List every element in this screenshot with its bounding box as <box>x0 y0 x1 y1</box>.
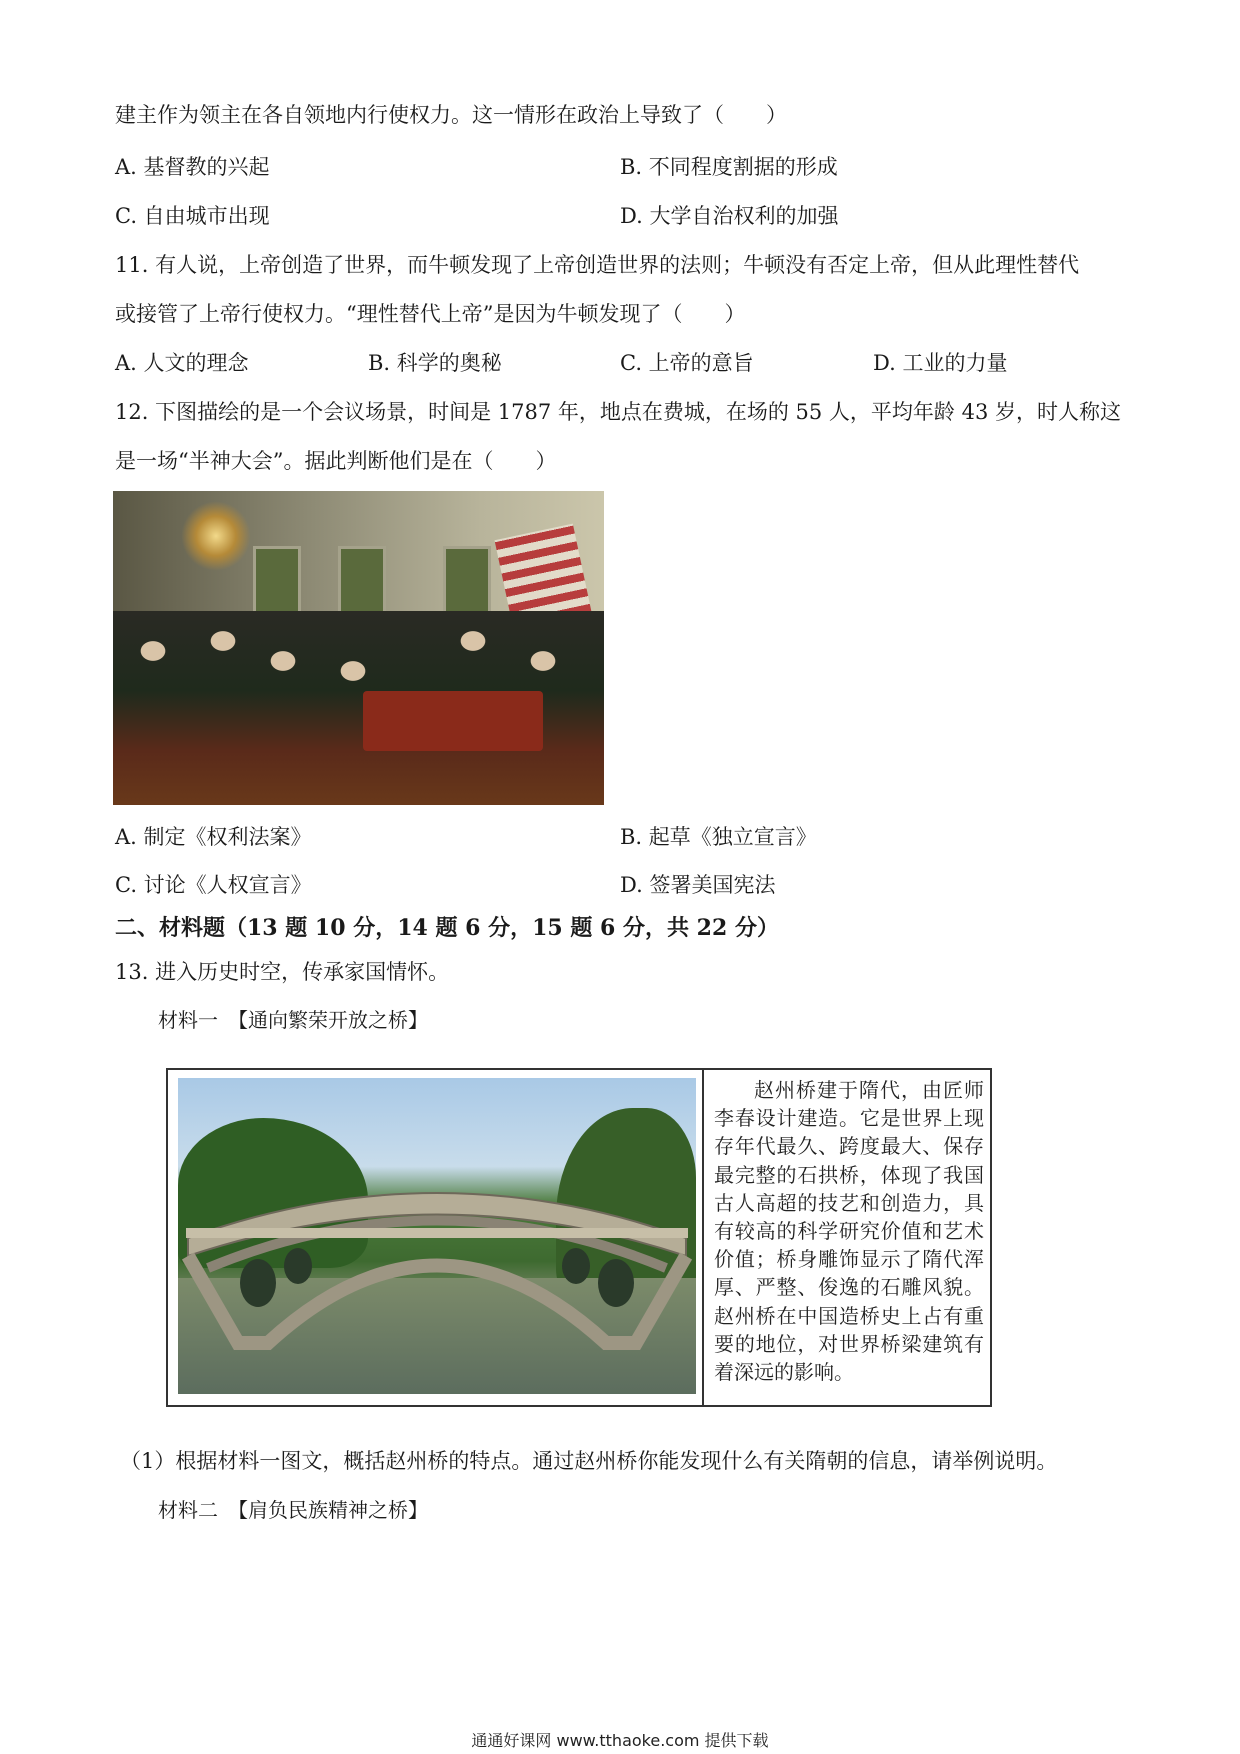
q11-option-a: A. 人文的理念 <box>115 351 249 375</box>
material2-label: 材料二 【肩负民族精神之桥】 <box>158 1498 428 1522</box>
q12-option-b: B. 起草《独立宣言》 <box>620 825 817 849</box>
constitutional-convention-painting <box>113 491 604 805</box>
chandelier-shape <box>181 501 251 571</box>
q11-stem-line1: 11. 有人说，上帝创造了世界，而牛顿发现了上帝创造世界的法则；牛顿没有否定上帝，但从此理性替代 <box>115 253 1080 277</box>
q11-stem-line2: 或接管了上帝行使权力。“理性替代上帝”是因为牛顿发现了（ ） <box>115 302 746 326</box>
material1-box <box>166 1068 992 1407</box>
q11-option-c: C. 上帝的意旨 <box>620 351 754 375</box>
material1-text: 赵州桥建于隋代，由匠师李春设计建造。它是世界上现存年代最久、跨度最大、保存最完整的石拱桥，体现了我国古人高超的技艺和创造力，具有较高的科学研究价值和艺术价值；桥身雕饰显示了隋代浑厚、严整、俊逸的石雕风貌。赵州桥在中国造桥史上占有重要的地位，对世界桥梁建筑有着深远的影响。 <box>714 1078 984 1385</box>
q10-option-c: C. 自由城市出现 <box>115 204 270 228</box>
q10-option-b: B. 不同程度割据的形成 <box>620 155 838 179</box>
q12-stem-line1: 12. 下图描绘的是一个会议场景，时间是 1787 年，地点在费城，在场的 55 人，平均年龄 43 岁，时人称这 <box>115 400 1122 424</box>
q10-option-a: A. 基督教的兴起 <box>115 155 270 179</box>
footer: 通通好课网 www.tthaoke.com 提供下载 <box>471 1731 769 1750</box>
material1-label: 材料一 【通向繁荣开放之桥】 <box>158 1008 428 1032</box>
section-title: 二、材料题（13 题 10 分，14 题 6 分，15 题 6 分，共 22 分） <box>115 915 779 941</box>
q12-option-d: D. 签署美国宪法 <box>620 873 776 897</box>
zhaozhou-bridge-photo <box>178 1078 696 1394</box>
q12-option-c: C. 讨论《人权宣言》 <box>115 873 312 897</box>
q11-option-d: D. 工业的力量 <box>873 351 1008 375</box>
q11-option-b: B. 科学的奥秘 <box>368 351 502 375</box>
q12-stem-line2: 是一场“半神大会”。据此判断他们是在（ ） <box>115 449 557 473</box>
q13-stem: 13. 进入历史时空，传承家国情怀。 <box>115 960 450 984</box>
q13-sub1: （1）根据材料一图文，概括赵州桥的特点。通过赵州桥你能发现什么有关隋朝的信息，请举例说明。 <box>120 1449 1058 1473</box>
q10-option-d: D. 大学自治权利的加强 <box>620 204 839 228</box>
q12-option-a: A. 制定《权利法案》 <box>115 825 312 849</box>
q10-stem: 建主作为领主在各自领地内行使权力。这一情形在政治上导致了（ ） <box>115 103 787 127</box>
